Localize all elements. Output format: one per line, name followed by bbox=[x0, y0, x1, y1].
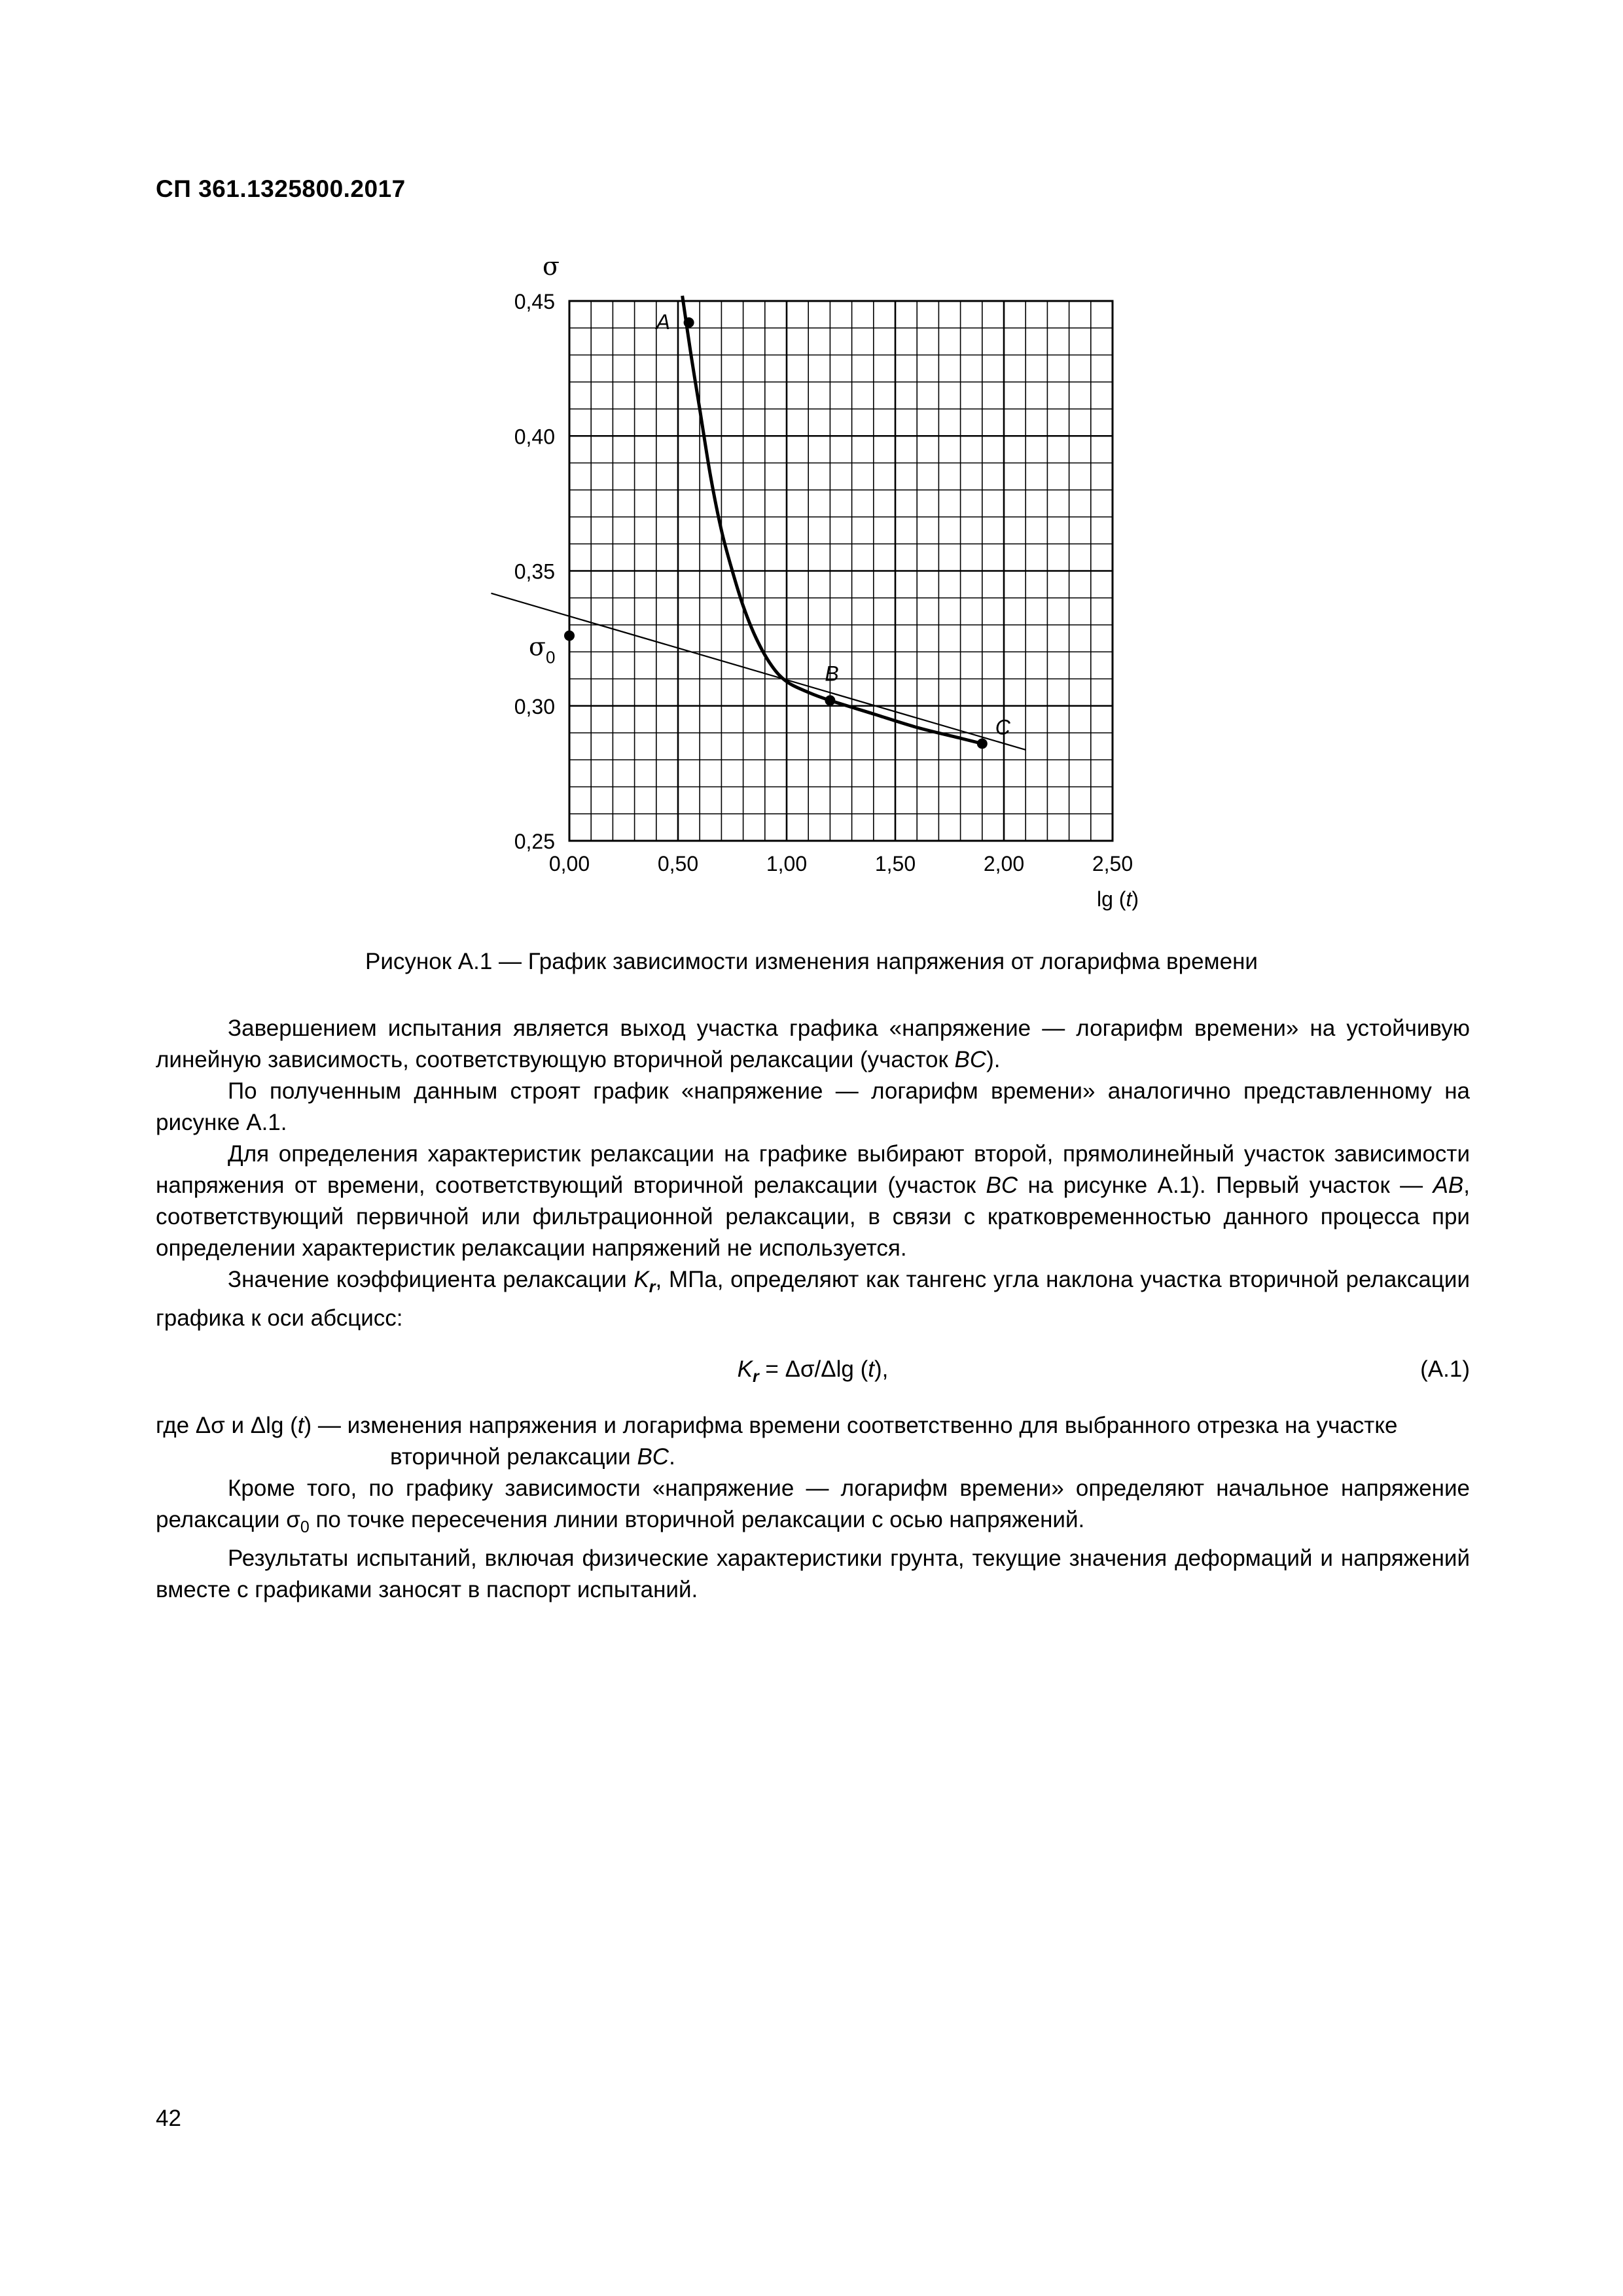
sigma0-label: $\sigma_0$ bbox=[529, 632, 556, 667]
point-label-b: B bbox=[825, 662, 839, 686]
point-c bbox=[977, 739, 988, 749]
x-tick-label: 1,00 bbox=[766, 852, 808, 875]
point-sigma0 bbox=[564, 631, 575, 641]
relaxation-chart bbox=[0, 0, 1623, 916]
x-axis-label: lg (t) bbox=[1097, 887, 1139, 911]
formula-expression: $K_r = \Delta\sigma/\Delta\lg$ (t), bbox=[737, 1356, 889, 1386]
paragraph-1: Завершением испытания является выход участка графика «напряжение — логарифм времени» на устойчивую линейную зависимость, соответствующую вторичной релаксации (участок BC). bbox=[156, 1016, 1470, 1072]
x-tick-label: 1,50 bbox=[874, 852, 916, 875]
point-a bbox=[684, 317, 694, 328]
y-tick-label: 0,30 bbox=[514, 694, 555, 718]
figure-caption: Рисунок А.1 — График зависимости изменения напряжения от логарифма времени bbox=[365, 949, 1258, 974]
y-tick-label: 0,25 bbox=[514, 830, 555, 853]
y-axis-symbol: σ bbox=[543, 252, 560, 281]
y-tick-label: 0,40 bbox=[514, 425, 555, 449]
x-tick-label: 0,00 bbox=[548, 852, 590, 875]
x-tick-label: 2,50 bbox=[1092, 852, 1133, 875]
paragraph-4: Значение коэффициента релаксации $K_r$, МПа, определяют как тангенс угла наклона участка вторичной релаксации графика к оси абсцисс: bbox=[156, 1267, 1470, 1331]
x-tick-label: 0,50 bbox=[657, 852, 699, 875]
x-tick-label: 2,00 bbox=[983, 852, 1025, 875]
paragraph-5: Кроме того, по графику зависимости «напряжение — логарифм времени» определяют начальное напряжение релаксации $\sigma_0$ по точке пересечения линии вторичной релаксации с осью напряжений. bbox=[156, 1475, 1470, 1536]
body-text bbox=[156, 1013, 1470, 1606]
secondary-relaxation-line bbox=[491, 593, 1026, 750]
point-b bbox=[825, 696, 835, 706]
formula-a1 bbox=[156, 1350, 1470, 1396]
paragraph-3: Для определения характеристик релаксации на графике выбирают второй, прямолинейный участок зависимости напряжения от времени, соответствующий вторичной релаксации (участок BC на рисунке А.1). Первый участок — AB, соответствующий первичной или фильтрационной релаксации, в связи с кратковременностью данного процесса при определении характеристик релаксации напряжений не используется. bbox=[156, 1141, 1471, 1261]
point-label-a: A bbox=[656, 310, 670, 334]
y-tick-labels bbox=[514, 290, 555, 853]
formula-number: (А.1) bbox=[1420, 1356, 1470, 1382]
y-tick-label: 0,45 bbox=[514, 290, 555, 313]
paragraph-6: Результаты испытаний, включая физические характеристики грунта, текущие значения деформаций и напряжений вместе с графиками заносят в паспорт испытаний. bbox=[156, 1545, 1470, 1602]
paragraph-2: По полученным данным строят график «напряжение — логарифм времени» аналогично представленному на рисунке А.1. bbox=[156, 1078, 1470, 1135]
document-code: СП 361.1325800.2017 bbox=[156, 175, 406, 202]
formula-explanation: где Δσ и Δlg (t) — изменения напряжения и логарифма времени соответственно для выбранного отрезка на участке вторичной релаксации BC. bbox=[156, 1413, 1398, 1470]
point-label-c: C bbox=[995, 715, 1010, 739]
y-tick-label: 0,35 bbox=[514, 559, 555, 584]
page-number: 42 bbox=[156, 2106, 181, 2131]
x-tick-labels bbox=[549, 852, 1133, 875]
